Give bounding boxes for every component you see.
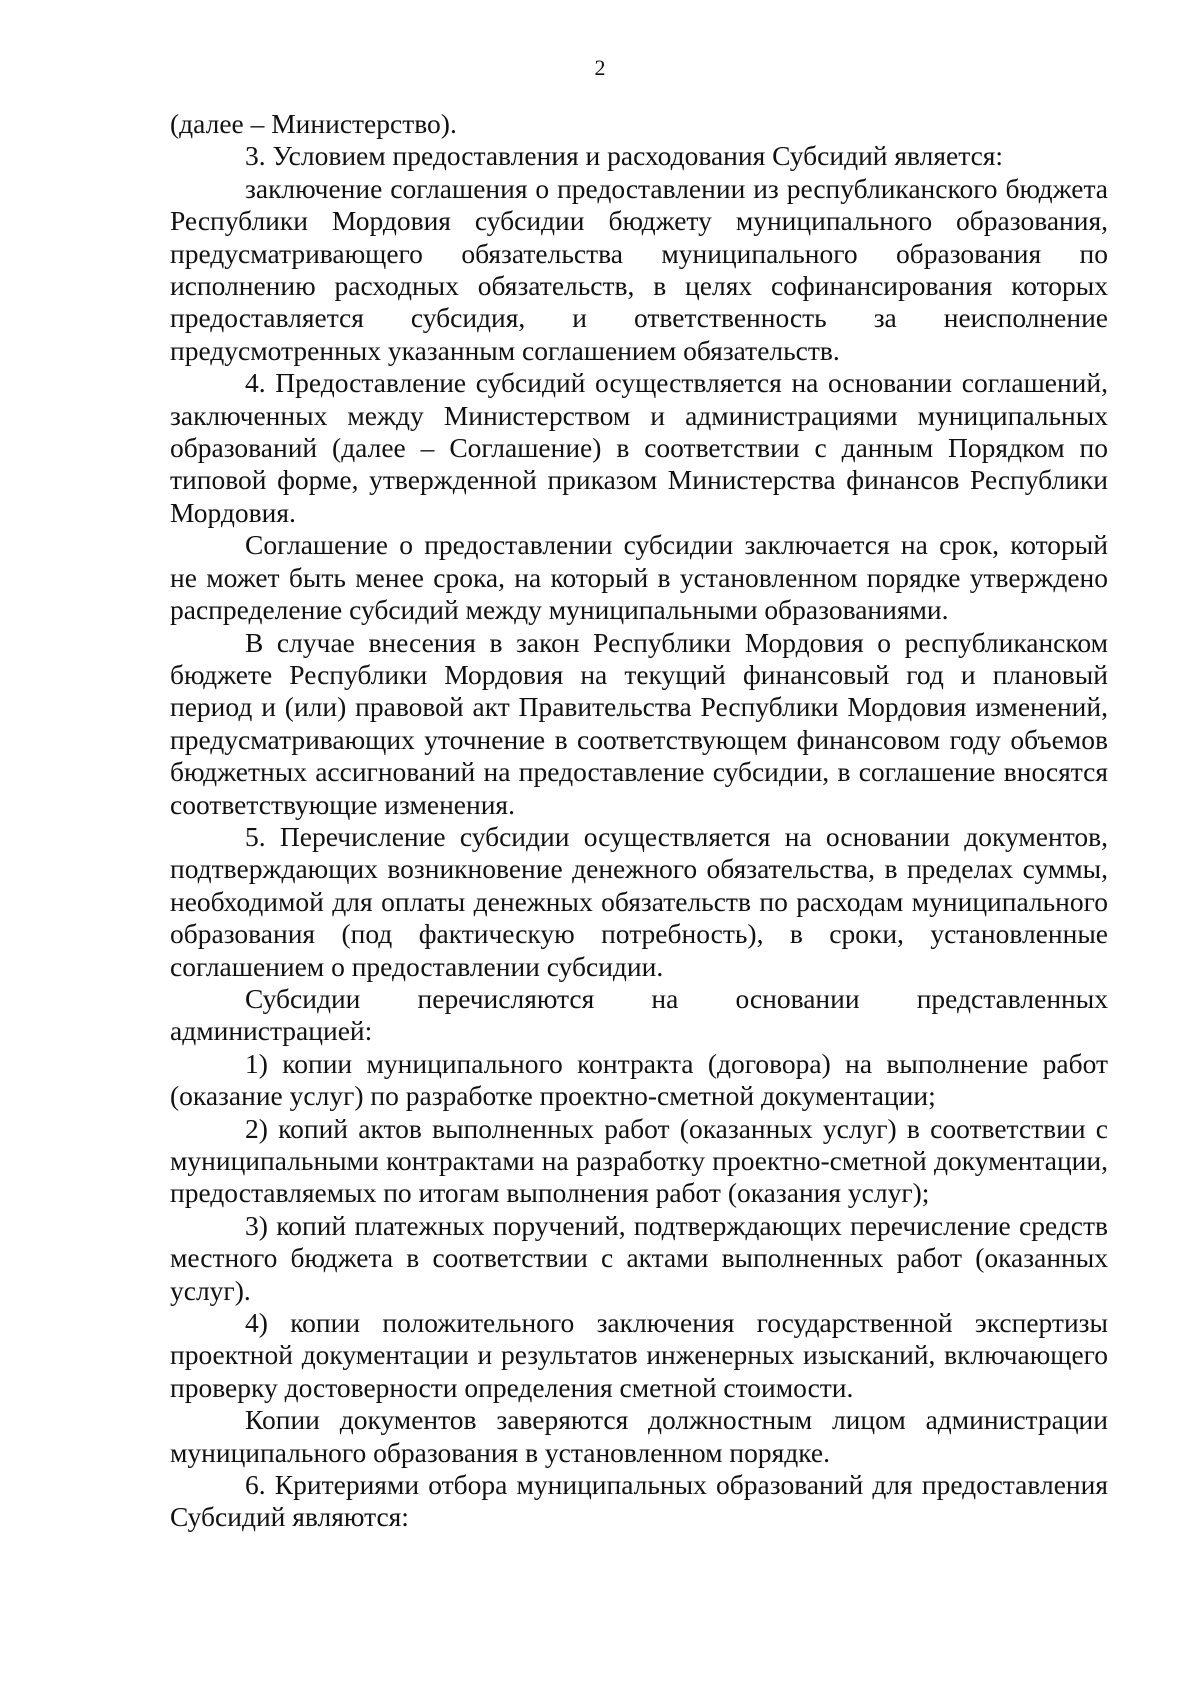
paragraph-13: Копии документов заверяются должностным лицом администрации муниципального образования в установленном порядке. [170, 1404, 1108, 1468]
paragraph-6: В случае внесения в закон Республики Мордовия о республиканском бюджете Республики Мордовия на текущий финансовый год и плановый период и (или) правовой акт Правительства Республики Мордовия изменений, предусматривающих уточнение в соответствующем финансовом году объемов бюджетных ассигнований на предоставление субсидии, в соглашение вносятся соответствующие изменения. [170, 626, 1108, 820]
paragraph-3: заключение соглашения о предоставлении из республиканского бюджета Республики Мордовия субсидии бюджету муниципального образования, предусматривающего обязательства муниципального образования по исполнению расходных обязательств, в целях софинансирования которых предоставляется субсидия, и ответственность за неисполнение предусмотренных указанным соглашением обязательств. [170, 172, 1108, 366]
paragraph-12: 4) копии положительного заключения государственной экспертизы проектной документации и результатов инженерных изысканий, включающего проверку достоверности определения сметной стоимости. [170, 1307, 1108, 1403]
paragraph-9: 1) копии муниципального контракта (договора) на выполнение работ (оказание услуг) по разработке проектно-сметной документации; [170, 1047, 1108, 1112]
paragraph-2: 3. Условием предоставления и расходования Субсидий является: [245, 140, 1004, 172]
paragraph-11: 3) копий платежных поручений, подтверждающих перечисление средств местного бюджета в соответствии с актами выполненных работ (оказанных услуг). [170, 1209, 1108, 1306]
document-body [170, 108, 1108, 1534]
page-number: 2 [594, 55, 606, 80]
paragraph-1: (далее – Министерство). [170, 108, 457, 139]
paragraph-8: Субсидии перечисляются на основании представленных администрацией: [170, 982, 1108, 1047]
paragraph-7: 5. Перечисление субсидии осуществляется на основании документов, подтверждающих возникновение денежного обязательства, в пределах суммы, необходимой для оплаты денежных обязательств по расходам муниципального образования (под фактическую потребность), в сроки, установленные соглашением о предоставлении субсидии. [170, 820, 1108, 982]
paragraph-5: Соглашение о предоставлении субсидии заключается на срок, который не может быть менее срока, на который в установленном порядке утверждено распределение субсидий между муниципальными образованиями. [170, 529, 1108, 626]
paragraph-14: 6. Критериями отбора муниципальных образований для предоставления Субсидий являются: [170, 1469, 1108, 1533]
paragraph-10: 2) копий актов выполненных работ (оказанных услуг) в соответствии с муниципальными контрактами на разработку проектно-сметной документации, предоставляемых по итогам выполнения работ (оказания услуг); [170, 1112, 1108, 1209]
paragraph-4: 4. Предоставление субсидий осуществляется на основании соглашений, заключенных между Министерством и администрациями муниципальных образований (далее – Соглашение) в соответствии с данным Порядком по типовой форме, утвержденной приказом Министерства финансов Республики Мордовия. [170, 367, 1108, 528]
